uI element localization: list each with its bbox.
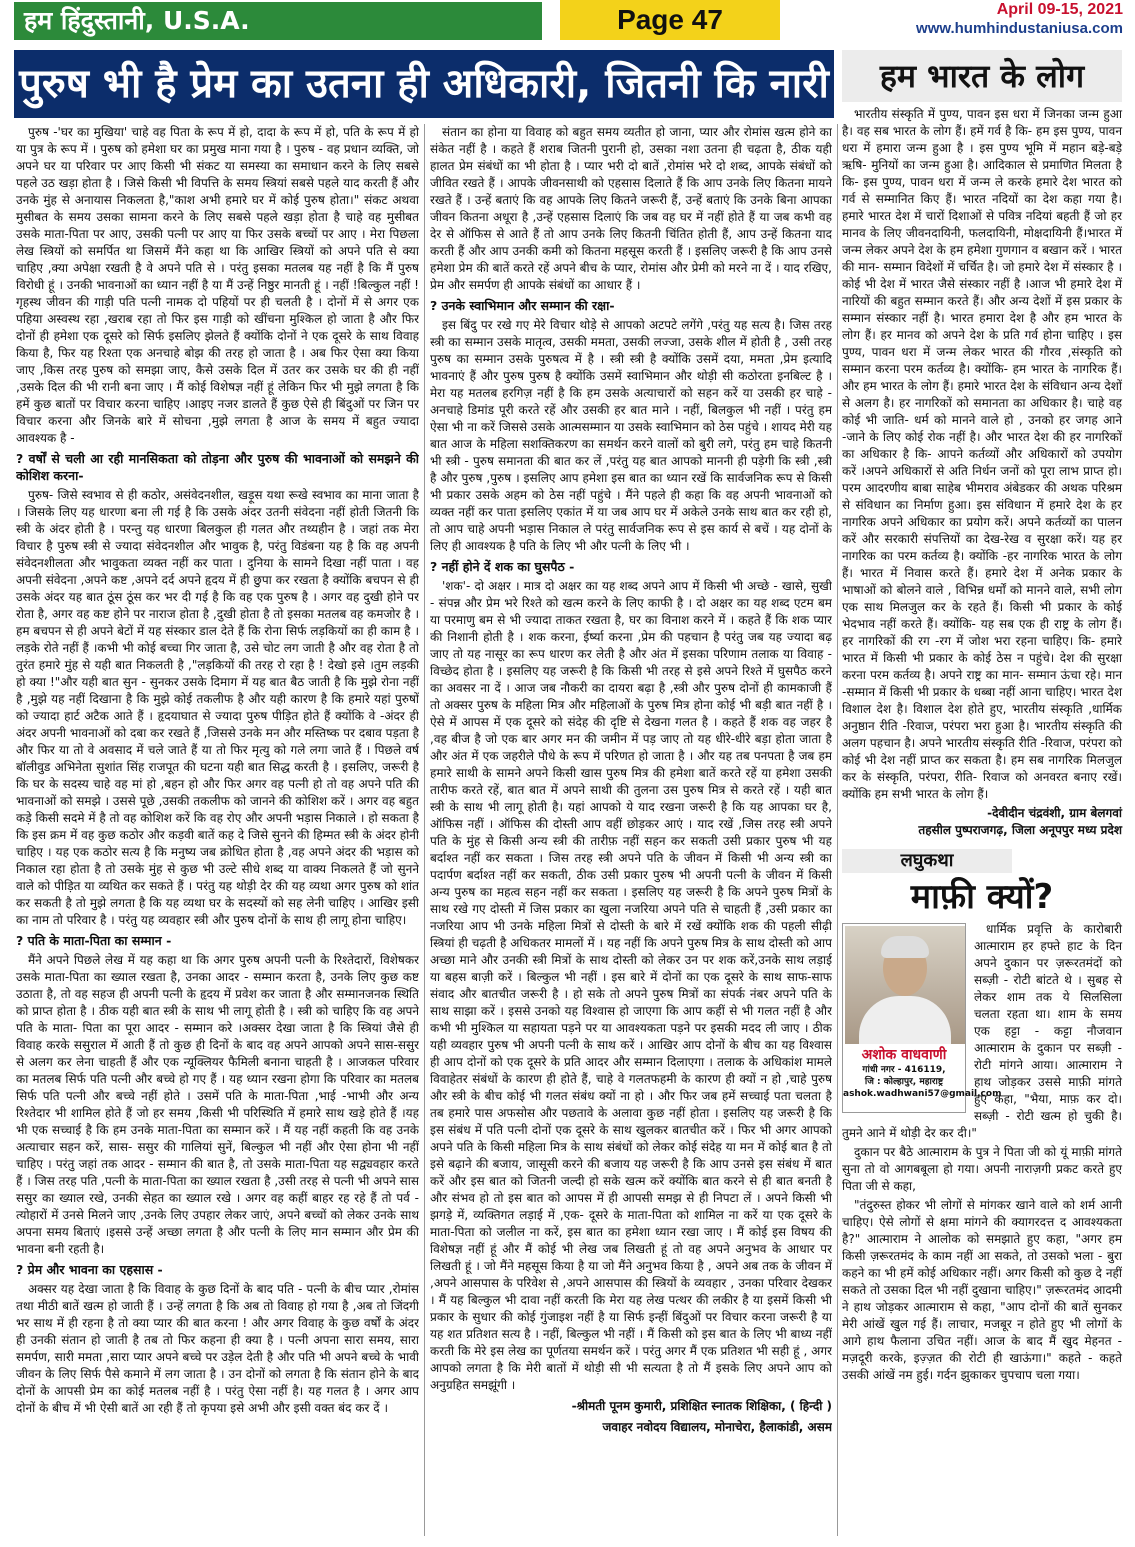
story-kicker: लघुकथा: [842, 849, 1012, 873]
section-heading: ? प्रेम और भावना का एहसास -: [16, 1262, 163, 1277]
paragraph: 'शक'- दो अक्षर । मात्र दो अक्षर का यह शब्द अपने आप में किसी भी अच्छे - खासे, सुखी - संपन्न और प्रेम भरे रिश्ते को खत्म करने के लिए काफी है । दो अक्षर का यह शब्द एटम बम या परमाणु बम से भी ज्यादा ताकत रखता है, घर का विनाश करने में । कहते हैं कि शक प्यार की निशानी होती है । शक करना, ईर्ष्या करना ,प्रेम की पहचान है परंतु जब यह ज्यादा बढ़ जाए तो यह नासूर का रूप धारण कर लेती है और अंत में इसका परिणाम तलाक या विवाह - विच्छेद होता है । इसलिए यह जरूरी है कि किसी भी तरह से इसे अपने रिश्ते में घुसपैठ करने का अवसर ना दें । आज जब नौकरी का दायरा बढ़ा है ,स्त्री और पुरुष दोनों ही कामकाजी हैं तो अक्सर पुरुष के महिला मित्र और महिलाओं के पुरुष मित्र होना कोई भी बड़ी बात नहीं है । ऐसे में आपस में एक दूसरे को संदेह की दृष्टि से देखना गलत है । कहते हैं शक वह जहर है ,वह बीज है जो एक बार अगर मन की जमीन में पड़ जाए तो यह धीरे-धीरे बड़ा होता जाता है और अंत में एक जहरीले पौधे के रूप में परिणत हो जाता है । और यह तब पनपता है जब हम हमारे साथी के सामने अपने किसी खास पुरुष मित्र की हमेशा बातें करते रहें या हमेशा उसकी तारीफ करते रहें, बात बात में अपने साथी की तुलना उस पुरुष मित्र से करते रहें । यही बात स्त्री के साथ भी लागू होती है। यहां आपको ये याद रखना जरूरी है कि यह आपका घर है, ऑफिस नहीं । ऑफिस की दोस्ती आप वहीं छोड़कर आएं । याद रखें ,जिस तरह स्त्री अपने पति के मुंह से किसी अन्य स्त्री की तारीफ़ नहीं सहन कर सकती उसी प्रकार पुरुष भी यह बर्दाश्त नहीं कर सकता । जिस तरह स्त्री अपने पति के जीवन में किसी भी अन्य स्त्री का पदार्पण बर्दाश्त नहीं कर सकती, ठीक उसी प्रकार पुरुष भी अपनी पत्नी के जीवन में किसी अन्य पुरुष का महत्व सहन नहीं कर सकता । इसलिए यह जरूरी है कि अपने पुरुष मित्रों के साथ रखे गए दोस्ती में जिस प्रकार का खुला नजरिया अपने पति से चाहती हैं ,उसी प्रकार का नजरिया आप भी उनके महिला मित्रों से दोस्ती के बारे में रखें क्योंकि शक की पहली सीढ़ी स्त्रियां ही चढ़ती है अधिकतर मामलों में । यह नहीं कि अपने पुरुष मित्र के साथ दोस्ती को आप अच्छा माने और उनकी स्त्री मित्रों के साथ दोस्ती को लेकर उन पर शक करें,उनके साथ लड़ाई या बहस बाज़ी करें । बिल्कुल भी नहीं । इस बारे में दोनों का एक दूसरे के साथ साफ-साफ संवाद और बातचीत जरूरी है । हो सके तो अपने पुरुष मित्रों का संपर्क नंबर अपने पति के साथ साझा करें । इससे उनको यह विश्वास हो जाएगा कि आप कहीं से भी गलत नहीं है और कभी भी मुश्किल या सहायता पड़ने पर या आवश्यकता पड़ने पर इसकी मदद ली जाए । ठीक यही व्यवहार पुरुष भी अपनी पत्नी के साथ करें । आखिर आप दोनों के बीच का यह विश्वास ही आप दोनों को एक दूसरे के प्रति आदर और सम्मान दिलाएगा । तलाक के अधिकांश मामले विवाहेतर संबंधों के कारण ही होते हैं, चाहे वे गलतफहमी के कारण ही क्यों न हो ,चाहे पुरुष और स्त्री के बीच कोई भी गलत संबंध क्यों ना हो । और फिर जब हमें सच्चाई पता चलता है तब हमारे पास अफसोस और पछतावे के अलावा कुछ नहीं होता । इसलिए यह जरूरी है कि इस संबंध में पति पत्नी दोनों एक दूसरे के साथ खुलकर बातचीत करें । फिर भी अगर आपको अपने पति के किसी महिला मित्र के साथ संबंधों को लेकर कोई संदेह या मन में कोई बात है तो इसे बढ़ाने की बजाय, जासूसी करने की बजाय यह जरूरी है कि आप उनसे इस संबंध में बात करें और इस बात को जितनी जल्दी हो सके खत्म करें क्योंकि बात करने से ही बात बनती है और संभव हो तो इस बात को आपस में ही आपसी समझ से ही निपटा लें । अपने किसी भी झगड़े में, व्यक्तिगत लड़ाई में ,एक- दूसरे के माता-पिता को शामिल ना करें या एक दूसरे के माता-पिता को जलील ना करें, इस बात का हमेशा ध्यान रखा जाए । मैं कोई इस विषय की विशेषज्ञ नहीं हूं और मैं कोई भी लेख जब लिखती हूं तो वह अपने अनुभव के आधार पर लिखती हूं । जो मैंने महसूस किया है या जो मैंने अनुभव किया है , अपने अब तक के जीवन में ,अपने आसपास के परिवेश से ,अपने आसपास की स्त्रियों के व्यवहार , उनका परिवार देखकर । मैं यह बिल्कुल भी दावा नहीं करती कि मेरा यह लेख पत्थर की लकीर है या इसमें किसी भी प्रकार के सुधार की कोई गुंजाइश नहीं है या सिर्फ इन्हीं बिंदुओं पर विचार करना जरूरी है या यह शत प्रतिशत सत्य है । नहीं, बिल्कुल भी नहीं । मैं किसी को इस बात के लिए भी बाध्य नहीं करती कि मेरे इस लेख का पूर्णतया समर्थन करें । परंतु अगर मैं एक प्रतिशत भी सही हूं , अगर आपको लगता है कि मेरी बातों में थोड़ी सी भी सत्यता है तो मैं इसके लिए अपने आप को अनुग्रहित समझूंगी ।: [430, 579, 832, 1392]
paragraph: अक्सर यह देखा जाता है कि विवाह के कुछ दिनों के बाद पति - पत्नी के बीच प्यार ,रोमांस तथा मीठी बातें खत्म हो जाती हैं । उन्हें लगता है कि अब तो विवाह हो गया है ,अब तो जिंदगी भर साथ में ही रहना है तो क्या प्यार की बात करना ! और अगर विवाह के कुछ वर्षों के अंदर ही उनकी संतान हो जाती है तब तो फिर कहना ही क्या है । पत्नी अपना सारा समय, सारा समर्पण, सारी ममता ,सारा प्यार अपने बच्चे पर उड़ेल देती है और पति भी अपने बच्चे के भावी जीवन के लिए सिर्फ पैसे कमाने में लग जाता है । उन दोनों को लगता है कि संतान होने के बाद दोनों के आपसी प्रेम का कोई मतलब नहीं है । परंतु ऐसा नहीं है। यह गलत है । अगर आप दोनों के बीच में भी ऐसी बातें आ रही हैं तो कृपया इसे अभी और इसी वक्त बंद कर दें ।: [16, 1282, 419, 1415]
article-signature-school: जवाहर नवोदय विद्यालय, मोनाचेरा, हैलाकांडी, असम: [602, 1420, 832, 1434]
page-number: Page 47: [560, 0, 780, 40]
masthead: हम हिंदुस्तानी, U.S.A.: [14, 2, 542, 40]
column-divider: [837, 124, 838, 1536]
section-heading: ? पति के माता-पिता का सम्मान -: [16, 933, 172, 948]
section-heading: ? वर्षों से चली आ रही मानसिकता को तोड़ना और पुरुष की भावनाओं को समझने की कोशिश करना-: [16, 451, 419, 483]
paragraph: भारतीय संस्कृति में पुण्य, पावन इस धरा में जिनका जन्म हुआ है। वह सब भारत के लोग हैं। हमें गर्व है कि- हम इस पुण्य, पावन धरा में हमारा जन्म हुआ है । इस पुण्य भूमि में महान बड़े-बड़े ऋषि- मुनियों का जन्म हुआ है। आदिकाल से प्रमाणित मिलता है कि- इस पुण्य, पावन धरा में जन्म ले करके हमारे देश भारत को गर्व से सम्मानित किए हैं। भारत नदियों का देश कहा गया है। हमारे भारत देश में चारों दिशाओं से पवित्र नदियां बहती हैं जो हर मानव के लिए जीवनदायिनी, फलदायिनी, मोक्षदायिनी हैं।भारत में जन्म लेकर अपने देश के हम हमेशा गुणगान व बखान करें । भारत की मान- सम्मान विदेशों में चर्चित है। जो हमारे देश में संस्कार है । कोई भी देश में भारत जैसे संस्कार नहीं है ।आज भी हमारे देश में नारियों की बहुत सम्मान करते हैं। और अन्य देशों में इस प्रकार के सम्मान संस्कार नहीं है। भारत हमारा देश है और हम भारत के लोग हैं। हर मानव को अपने देश के प्रति गर्व होना चाहिए । इस पुण्य, पावन धरा में जन्म लेकर भारत की गौरव ,संस्कृति को सम्मान करना परम कर्तव्य है। क्योंकि- हम भारत के नागरिक हैं। और हम भारत के लोग हैं। हमारे भारत देश के संविधान अन्य देशों से अलग है। हर नागरिकों को समानता का अधिकार है। चाहे वह कोई भी जाति- धर्म को मानने वाले हो , उनको हर जगह आने -जाने के लिए कोई रोक नहीं है। और भारत देश की हर नागरिकों का अधिकार है कि- आपने कर्तव्यों और अधिकारों को उपयोग करें ।अपने अधिकारों से अति निर्धन जनों को पूरा लाभ प्राप्त हो। परम आदरणीय बाबा साहेब भीमराव अंबेडकर की अथक परिश्रम से संविधान का निर्माण हुआ। इस संविधान में हमारे देश के हर नागरिक अपने अधिकार का प्रयोग करें। अपने कर्तव्यों का पालन करें और सरकारी संपत्तियों का देख-रेख व सुरक्षा करें। यह हर नागरिक का परम कर्तव्य है। क्योंकि -हर नागरिक भारत के लोग हैं। भारत में निवास करते हैं। हमारे देश में अनेक प्रकार के भाषाओं को बोलने वाले , विभिन्न धर्मों को मानने वाले, सभी लोग एक साथ मिलजुल कर के रहते हैं। किसी भी प्रकार के कोई भेदभाव नहीं करते हैं। क्योंकि- यह सब एक ही राष्ट्र के लोग हैं। हर नागरिकों की रग -रग में जोश भरा रहना चाहिए। कि- हमारे भारत में किसी भी प्रकार के कोई ठेस न पहुंचे। देश की सुरक्षा करना परम कर्तव्य है। अपने राष्ट्र का मान- सम्मान ऊंचा रहे। मान -सम्मान में किसी भी प्रकार के धब्बा नहीं आना चाहिए। भारत देश विशाल देश है। विशाल देश होते हुए, भारतीय संस्कृति ,धार्मिक अनुष्ठान रीति -रिवाज, परंपरा भरा हुआ है। भारतीय संस्कृति की अलग पहचान है। अपने भारतीय संस्कृति रीति -रिवाज, परंपरा को कोई भी देश नहीं प्राप्त कर सकता है। हम सब नागरिक मिलजुल कर के संस्कृति, परंपरा, रीति- रिवाज को अनवरत बनाए रखें। क्योंकि हम सभी भारत के लोग हैं।: [842, 107, 1122, 801]
story-author-district: जि : कोल्हापुर, महाराष्ट्र: [864, 1077, 944, 1087]
story-author-email[interactable]: ashok.wadhwani57@gmail.com: [843, 1089, 1002, 1099]
column-divider: [424, 124, 425, 1536]
article-headline: पुरुष भी है प्रेम का उतना ही अधिकारी, जितनी कि नारी: [14, 50, 834, 118]
sidebar-title: हम भारत के लोग: [842, 50, 1122, 102]
short-story: [842, 921, 1122, 1384]
paragraph: मैंने अपने पिछले लेख में यह कहा था कि अगर पुरुष अपनी पत्नी के रिश्तेदारों, विशेषकर उसके माता-पिता का ख्याल रखता है, उनका आदर - सम्मान करता है, उनके लिए कुछ कष्ट उठाता है, तो वह सहज ही अपनी पत्नी के हृदय में प्रवेश कर जाता है और सम्मानजनक स्थिति को प्राप्त होता है । ठीक यही बात स्त्री के साथ भी लागू होती है । स्त्री को चाहिए कि वह अपने पति के माता- पिता का पूरा आदर - सम्मान करे ।अक्सर देखा जाता है कि स्त्रियां जैसे ही विवाह करके ससुराल में आती हैं तो कुछ ही दिनों के बाद वह अपने आपको अपने सास-ससुर से अलग कर लेना चाहती हैं और एक न्यूक्लियर फैमिली बनाना चाहती है । आजकल परिवार का मतलब सिर्फ पति पत्नी और बच्चे हो गए हैं । यह ध्यान रखना होगा कि परिवार का मतलब सिर्फ पति पत्नी और बच्चे नहीं होते । उसमें पति के माता-पिता ,भाई -भाभी और अन्य रिश्तेदार भी शामिल होते हैं जो हर समय ,किसी भी परिस्थिति में हमारे साथ खड़े होते हैं ।यह भी एक सच्चाई है कि हम उनके माता-पिता का सम्मान करें । मैं यह नहीं कहती कि वह उनके अत्याचार सहन करें, सास- ससुर की गालियां सुनें, बिल्कुल भी नहीं और ऐसा होना भी नहीं चाहिए । परंतु जहां तक आदर - सम्मान की बात है, तो उसके माता-पिता यह सद्व्यवहार करते हैं । जिस तरह पति ,पत्नी के माता-पिता का ख्याल रखता है ,उसी तरह से पत्नी भी अपने सास ससुर का ख्याल रखे, उनकी सेहत का ख्याल रखे । अगर वह कहीं बाहर रह रहे हैं तो पर्व - त्योहारों में उनसे मिलने जाए ,उनके लिए उपहार लेकर जाएं, अपने बच्चों को लेकर उनके साथ अपना समय बिताएं ।इससे उन्हें अच्छा लगता है और पत्नी के लिए मान सम्मान और प्रेम की भावना बनी रहती है।: [16, 953, 419, 1256]
date-block: [916, 0, 1123, 38]
paragraph: इस बिंदु पर रखे गए मेरे विचार थोड़े से आपको अटपटे लगेंगे ,परंतु यह सत्य है। जिस तरह स्त्री का सम्मान उसके मातृत्व, उसकी ममता, उसकी लज्जा, उसके शील में होती है , उसी तरह पुरुष का सम्मान उसके पुरुषत्व में है । स्त्री स्त्री है क्योंकि उसमें दया, ममता ,प्रेम इत्यादि भावनाएं हैं और पुरुष पुरुष है क्योंकि उसमें स्वाभिमान और थोड़ी सी कठोरता इनबिल्ट है । मेरा यह मतलब हरगिज़ नहीं है कि हम उसके अत्याचारों को सहन करें या उसकी हर चाहे - अनचाहे डिमांड पूरी करते रहें और उसकी हर बात माने । नहीं, बिलकुल भी नहीं । परंतु हम ऐसा भी ना करें जिससे उसके आत्मसम्मान या उसके स्वाभिमान को ठेस पहुंचे । शायद मेरी यह बात आज के महिला सशक्तिकरण का समर्थन करने वालों को बुरी लगे, परंतु हम चाहे कितनी भी स्त्री - पुरुष समानता की बात कर लें ,परंतु यह बात आपको माननी ही पड़ेगी कि स्त्री ,स्त्री है और पुरुष ,पुरुष । इसलिए आप हमेशा इस बात का ध्यान रखें कि सार्वजनिक रूप से किसी भी प्रकार उसके अहम को ठेस नहीं पहुंचे । मैंने पहले ही कहा कि वह अपनी भावनाओं को व्यक्त नहीं कर पाता इसलिए एकांत में या जब आप घर में अकेले उनके साथ बात कर रही हो, तो आप चाहे अपनी भड़ास निकाल ले परंतु सार्वजनिक रूप से इस कार्य से बचें । यह दोनों के लिए ही आवश्यक है पति के लिए भी और पत्नी के लिए भी ।: [430, 318, 832, 553]
sidebar: [842, 50, 1122, 1540]
story-author-address: गांधी नगर - 416119,: [862, 1065, 946, 1075]
page-header: [0, 0, 1135, 48]
paragraph: पुरुष -'घर का मुखिया' चाहे वह पिता के रूप में हो, दादा के रूप में हो, पति के रूप में हो या पुत्र के रूप में । पुरुष को हमेशा घर का प्रमुख माना गया है । पुरुष - वह प्रधान व्यक्ति, जो अपने घर या परिवार पर आए किसी भी संकट या समस्या का समाधान करने के लिए सबसे पहले उठ खड़ा होता है । जिसे किसी भी विपत्ति के समय स्त्रियां सबसे पहले याद करती हैं और उनके मुंह से अनायास निकलता है,"काश अभी हमारे घर में कोई पुरुष होता।" संकट अथवा मुसीबत के समय उसका सामना करने के लिए सबसे पहले खड़ा होता है चाहे वह मुसीबत उसके माता-पिता पर आए, उसकी पत्नी पर आए या फिर उसके बच्चों पर आए । मेरा पिछला लेख स्त्रियों को समर्पित था जिसमें मैंने कहा था कि आखिर स्त्रियों को अपने पति से क्या चाहिए ,क्या अपेक्षा रखती है वे अपने पति से । परंतु इसका मतलब यह नहीं है कि मैं पुरुष विरोधी हूं । उनकी भावनाओं का ध्यान नहीं है या मैं उन्हें निष्ठुर मानती हूं । नहीं !बिल्कुल नहीं ! गृहस्थ जीवन की गाड़ी पति पत्नी नामक दो पहियों पर ही चलती है । दोनों में से अगर एक पहिया अस्वस्थ रहा ,खराब रहा तो फिर इस गाड़ी को खींचना मुश्किल हो जाता है और फिर दोनों ही हमेशा एक दूसरे को सिर्फ इसलिए झेलते हैं क्योंकि दोनों ने एक दूसरे के साथ विवाह किया है, फिर यह रिश्ता एक अनचाहे बोझ की तरह हो जाता है । अब फिर ऐसा क्या किया जाए ,किस तरह पुरुष को समझा जाए, कैसे उसके दिल में उतर कर उसके घर की ही नहीं ,उसके दिल की भी रानी बना जाए । मैं कोई विशेषज्ञ नहीं हूं लेकिन फिर भी मुझे लगता है कि हमें कुछ बातों पर विचार करना चाहिए ।आइए नजर डालते हैं कुछ ऐसे ही बिंदुओं पर जिन पर विचार करना और जिनके बारे में सोचना ,मुझे लगता है आज के समय में बहुत ज्यादा आवश्यक है -: [16, 125, 419, 445]
author-box: [842, 923, 1002, 1113]
story-author-name: अशोक वाधवाणी: [861, 1047, 947, 1063]
sidebar-author-location: तहसील पुष्पराजगढ़, जिला अनूपपुर मध्य प्रदेश: [918, 823, 1122, 837]
article-column-1: [16, 124, 419, 1536]
sidebar-author: -देवीदीन चंद्रवंशी, ग्राम बेलगवां: [987, 806, 1122, 820]
website-link[interactable]: www.humhindustaniusa.com: [916, 20, 1123, 37]
story-title: माफ़ी क्यों?: [910, 877, 1054, 917]
paragraph: "तंदुरुस्त होकर भी लोगों से मांगकर खाने वाले को शर्म आनी चाहिए। ऐसे लोगों से क्षमा मांगने की क्यागरदत्त द आवश्यकता है?" आत्माराम ने आलोक को समझाते हुए कहा, "अगर हम किसी ज़रूरतमंद के काम नहीं आ सकते, तो उसको भला - बुरा कहने का भी हमें कोई अधिकार नहीं। अगर किसी को कुछ दे नहीं सकते तो उसका दिल भी नहीं दुखाना चाहिए।" ज़रूरतमंद आदमी ने हाथ जोड़कर आत्माराम से कहा, "आप दोनों की बातें सुनकर मेरी आंखें खुल गई हैं। लाचार, मजबूर न होते हुए भी लोगों के आगे हाथ फैलाना उचित नहीं। आज के बाद मैं खुद मेहनत - मज़दूरी करके, इज़्ज़त की रोटी ही खाऊंगा।" कहते - कहते उसकी आंखें नम हुई। गर्दन झुकाकर चुपचाप चला गया।: [842, 1198, 1122, 1382]
article-signature-name: -श्रीमती पूनम कुमारी, प्रशिक्षित स्नातक शिक्षिका, ( हिन्दी ): [571, 1399, 832, 1413]
paragraph: दुकान पर बैठे आत्माराम के पुत्र ने पिता जी को यूं माफ़ी मांगते सुना तो वो आगबबूला हो गया। अपनी नाराज़गी प्रकट करते हुए पिता जी से कहा,: [842, 1145, 1122, 1193]
sidebar-article: [842, 106, 1122, 803]
paragraph: संतान का होना या विवाह को बहुत समय व्यतीत हो जाना, प्यार और रोमांस खत्म होने का संकेत नहीं है । कहते हैं शराब जितनी पुरानी हो, उसका नशा उतना ही चढ़ता है, ठीक यही हालत प्रेम संबंधों का भी होता है । प्यार भरी दो बातें ,रोमांस भरे दो शब्द, आपके संबंधों को जीवित रखते हैं । आपके जीवनसाथी को एहसास दिलाते हैं कि आप उनके लिए कितना मायने रखते हैं । उन्हें बताएं कि वह आपके लिए कितने जरूरी हैं, उन्हें बताएं कि उनके बिना आपका जीवन कितना अधूरा है ,उन्हें एहसास दिलाएं कि जब वह घर में नहीं होते हैं या जब कभी वह देर से ऑफिस से आते हैं तो आप उनके लिए कितनी चिंतित होती हैं, आप उन्हें कितना याद करती हैं और आप उनकी कमी को कितना महसूस करती हैं । इसलिए जरूरी है कि आप उनसे हमेशा प्रेम की बातें करते रहें अपने बीच के प्यार, रोमांस और प्रेमी को मरने ना दें । याद रखिए, प्रेम और समर्पण ही आपके संबंधों का आधार हैं ।: [430, 125, 832, 292]
section-heading: ? नहीं होने दें शक का घुसपैठ -: [430, 559, 575, 574]
paragraph: धार्मिक प्रवृत्ति के कारोबारी आत्माराम हर हफ्ते हाट के दिन अपने दुकान पर ज़रूरतमंदों को सब्ज़ी - रोटी बांटते थे । सुबह से लेकर शाम तक ये सिलसिला चलता रहता था। शाम के समय एक हट्टा - कट्टा नौजवान आत्माराम के दुकान पर सब्ज़ी - रोटी मांगने आया। आत्माराम ने हाथ जोड़कर उससे माफ़ी मांगते हुए कहा, "भैया, माफ़ कर दो। सब्ज़ी - रोटी खत्म हो चुकी है। तुमने आने में थोड़ी देर कर दी।": [842, 922, 1122, 1140]
issue-date: April 09-15, 2021: [996, 1, 1123, 18]
article-column-2-text: [430, 124, 832, 1394]
section-heading: ? उनके स्वाभिमान और सम्मान की रक्षा-: [430, 298, 615, 313]
article-column-2: [430, 124, 832, 1536]
author-photo: [845, 926, 965, 1044]
paragraph: पुरुष- जिसे स्वभाव से ही कठोर, असंवेदनशील, खड़ूस यथा रूखे स्वभाव का माना जाता है । जिसके लिए यह धारणा बना ली गई है कि उसके अंदर उतनी संवेदना नहीं होती जितनी कि स्त्री के अंदर होती है । परन्तु यह धारणा बिलकुल ही गलत और तथ्यहीन है । जहां तक मेरा विचार है पुरुष स्त्री से ज्यादा संवेदनशील और भावुक है, परंतु विडंबना यह है कि वह अपनी संवेदनशीलता और भावुकता व्यक्त नहीं कर पाता । दुनिया के सामने दिखा नहीं पाता । वह अपनी संवेदना ,अपने कष्ट ,अपने दर्द अपने हृदय में ही छुपा कर रखता है क्योंकि बचपन से ही उसके अंदर यह बात ठूंस ठूंस कर भर दी गई है कि वह एक पुरुष है । अगर वह दुखी होने पर रोता है, अगर वह कष्ट होने पर नाराज होता है ,दुखी होता है तो इसका मतलब वह कमजोर है । हम बचपन से ही अपने बेटों में यह संस्कार डाल देते हैं कि रोना सिर्फ लड़कियों का ही काम है । लड़के रोते नहीं हैं ।कभी भी कोई बच्चा गिर जाता है, उसे चोट लग जाती है और वह रोता है तो तुरंत हमारे मुंह से यही बात निकलती है ,"लड़कियों की तरह रो रहा है ! देखो इसे ।तुम लड़की हो क्या !"और यही बात सुन - सुनकर उसके दिमाग में यह बात बैठ जाती है कि मुझे रोना नहीं है ,मुझे यह नहीं दिखाना है कि मुझे कोई तकलीफ है और यही कारण है कि हमारे यहां पुरुषों को ज्यादा हार्ट अटैक आते हैं । हृदयाघात से ज्यादा पुरुष पीड़ित होते हैं क्योंकि वे -अंदर ही अंदर अपनी भावनाओं को दबा कर रखते हैं ,जिससे उनके मन और मस्तिष्क पर दबाव पड़ता है और फिर या तो वे अवसाद में चले जाते हैं या तो फिर मृत्यु को गले लगा जाते हैं । पिछले वर्ष बॉलीवुड अभिनेता सुशांत सिंह राजपूत की घटना यही बात सिद्ध करती है । इसलिए, जरूरी है कि घर के सदस्य चाहे वह मां हो ,बहन हो और फिर अगर वह पत्नी हो तो वह अपने पति की भावनाओं को समझे । उससे पूछे ,उसकी तकलीफ को जानने की कोशिश करें । अगर वह बहुत कड़े किसी सदमे में है तो वह कोशिश करें कि वह रोए और अपनी भड़ास निकाले । हो सकता है कि इस क्रम में वह कुछ कठोर और कड़वी बातें कह दे जिसे सुनने की हिम्मत स्त्री के अंदर होनी चाहिए । यह एक कठोर सत्य है कि मनुष्य जब क्रोधित होता है ,वह अपने अंदर की भड़ास को निकाल रहा होता है तो उसके मुंह से कुछ भी उल्टे सीधे शब्द या वाक्य निकलते हैं जो सुनने वाले को पीड़ित या व्यथित कर सकते हैं । परंतु यह थोड़ी देर की यह व्यथा अगर पुरुष को शांत कर सकती है तो मुझे लगता है कि यह व्यथा घर के सदस्यों को सह लेनी चाहिए । आखिर इसी का नाम तो परिवार है । परंतु यह व्यवहार स्त्री और पुरुष दोनों के साथ ही लागू होना चाहिए।: [16, 488, 419, 927]
